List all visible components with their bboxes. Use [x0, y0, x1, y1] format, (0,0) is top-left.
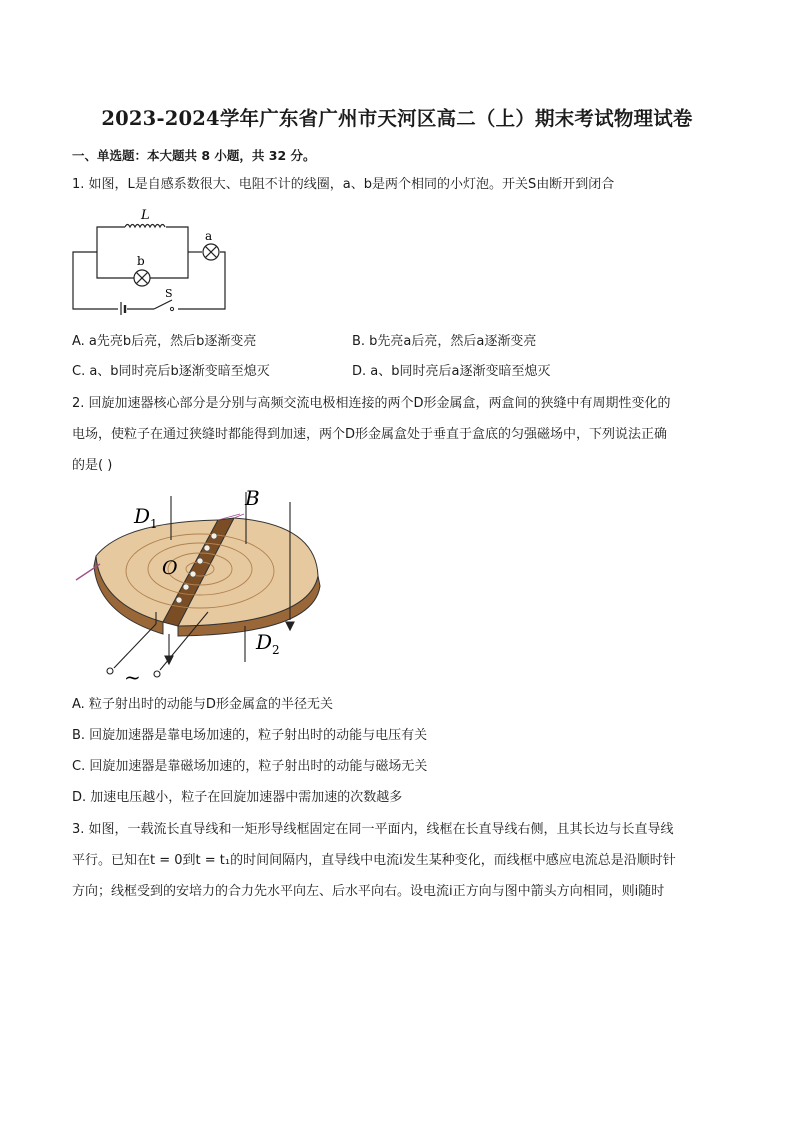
q2-option-c[interactable]: C. 回旋加速器是靠磁场加速的，粒子射出时的动能与磁场无关	[72, 759, 428, 774]
label-O: O	[162, 557, 178, 579]
ac-terminal	[107, 668, 113, 674]
inductor-coil	[125, 225, 165, 228]
q2-stem-line3: 的是( )	[72, 458, 113, 473]
field-arrowhead	[286, 622, 294, 630]
q1-option-b[interactable]: B. b先亮a后亮，然后a逐渐变亮	[352, 334, 537, 349]
particle-dot	[211, 533, 217, 539]
bulb-b	[134, 270, 150, 286]
q2-stem-line2: 电场，使粒子在通过狭缝时都能得到加速，两个D形金属盒处于垂直于盒底的匀强磁场中，下列说法正确	[72, 427, 668, 442]
bulb-a	[203, 244, 219, 260]
q2-stem-line1: 2. 回旋加速器核心部分是分别与高频交流电极相连接的两个D形金属盒，两盒间的狭缝中有周期性变化的	[72, 396, 671, 411]
page-title: 2023-2024学年广东省广州市天河区高二（上）期末考试物理试卷	[101, 107, 693, 130]
q2-option-b[interactable]: B. 回旋加速器是靠电场加速的，粒子射出时的动能与电压有关	[72, 728, 428, 743]
particle-dot	[190, 571, 196, 577]
circuit-wire	[178, 252, 225, 309]
particle-dot	[176, 597, 182, 603]
q1-option-c[interactable]: C. a、b同时亮后b逐渐变暗至熄灭	[72, 364, 270, 379]
label-D2: $D_2$	[256, 630, 280, 657]
label-B: B	[245, 486, 260, 510]
label-a: a	[205, 229, 213, 243]
q1-option-d[interactable]: D. a、b同时亮后a逐渐变暗至熄灭	[352, 364, 551, 379]
ac-terminal	[154, 671, 160, 677]
q2-option-a[interactable]: A. 粒子射出时的动能与D形金属盒的半径无关	[72, 697, 333, 712]
q3-stem-line2: 平行。已知在t = 0到t = t₁的时间间隔内，直导线中电流i发生某种变化，而线框中感应电流总是沿顺时针	[72, 853, 676, 868]
circuit-wire	[73, 252, 118, 309]
q3-stem-line3: 方向；线框受到的安培力的合力先水平向左、后水平向右。设电流i正方向与图中箭头方向相同，则i随时	[72, 884, 665, 899]
switch-contact	[170, 307, 173, 310]
q1-stem: 1. 如图，L是自感系数很大、电阻不计的线圈，a、b是两个相同的小灯泡。开关S由断开到闭合	[72, 177, 615, 192]
ac-lead-left	[114, 624, 156, 668]
q1-circuit-diagram	[68, 205, 233, 315]
label-S: S	[165, 287, 173, 300]
switch-blade	[154, 300, 172, 309]
q3-stem-line1: 3. 如图，一载流长直导线和一矩形导线框固定在同一平面内，线框在长直导线右侧，且其长边与长直导线	[72, 822, 674, 837]
particle-dot	[204, 545, 210, 551]
particle-dot	[183, 584, 189, 590]
ac-source-symbol: ~	[124, 665, 141, 689]
label-b: b	[137, 254, 145, 268]
label-L: L	[141, 208, 150, 223]
q1-option-a[interactable]: A. a先亮b后亮，然后b逐渐变亮	[72, 334, 257, 349]
particle-dot	[197, 558, 203, 564]
label-D1: $D_1$	[134, 504, 158, 531]
q2-cyclotron-diagram	[68, 484, 333, 689]
section-heading: 一、单选题：本大题共 8 小题，共 32 分。	[72, 148, 316, 163]
q2-option-d[interactable]: D. 加速电压越小，粒子在回旋加速器中需加速的次数越多	[72, 790, 403, 805]
